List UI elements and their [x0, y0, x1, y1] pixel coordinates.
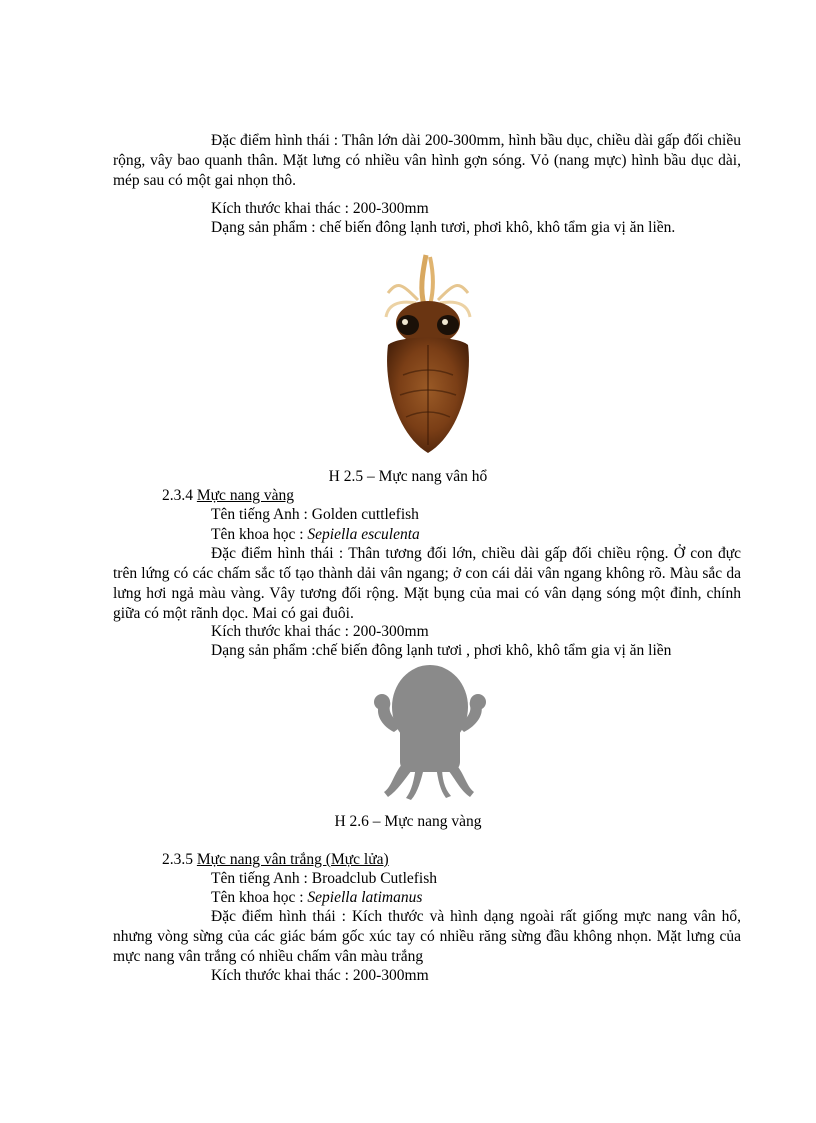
- morphology-paragraph-3: Đặc điểm hình thái : Kích thước và hình dạng ngoài rất giống mực nang vân hổ, nhưng vòng sừng của các giác bám gốc xúc tay có nhiều răng sừng đầu không nhọn. Mặt lưng của mực nang vân trắng có nhiều chấm vân màu trắng: [113, 908, 741, 965]
- cuttlefish-silhouette-vang: [364, 662, 494, 802]
- figure-caption-2-6: H 2.6 – Mực nang vàng: [334, 813, 482, 830]
- harvest-size-3: Kích thước khai thác : 200-300mm: [211, 967, 429, 984]
- cuttlefish-photo-van-ho: [358, 245, 500, 460]
- english-name-line: Tên tiếng Anh : Broadclub Cutlefish: [211, 870, 438, 887]
- scientific-name-line: Tên khoa học : Sepiella latimanus: [211, 889, 423, 906]
- section-heading-2-3-5: 2.3.5 Mực nang vân trắng (Mực lửa): [162, 851, 389, 868]
- product-form-2: Dạng sản phẩm :chế biến đông lạnh tươi , phơi khô, khô tẩm gia vị ăn liền: [211, 642, 672, 659]
- product-form-1: Dạng sản phẩm : chế biến đông lạnh tươi, phơi khô, khô tẩm gia vị ăn liền.: [211, 219, 676, 236]
- english-name-line: Tên tiếng Anh : Golden cuttlefish: [211, 506, 419, 523]
- section-heading-2-3-4: 2.3.4 Mực nang vàng: [162, 487, 294, 504]
- harvest-size-1: Kích thước khai thác : 200-300mm: [211, 200, 429, 217]
- section-title: Mực nang vân trắng (Mực lửa): [196, 851, 389, 868]
- figure-caption-2-5: H 2.5 – Mực nang vân hổ: [328, 468, 488, 485]
- harvest-size-2: Kích thước khai thác : 200-300mm: [211, 623, 429, 640]
- scientific-name-line: Tên khoa học : Sepiella esculenta: [211, 526, 420, 543]
- section-title: Mực nang vàng: [196, 487, 294, 504]
- morphology-paragraph-1: Đặc điểm hình thái : Thân lớn dài 200-300mm, hình bầu dục, chiều dài gấp đối chiều rộng, vây bao quanh thân. Mặt lưng có nhiều vân hình gợn sóng. Vỏ (nang mực) hình bầu dục dài, mép sau có một gai nhọn thô.: [113, 132, 741, 189]
- morphology-paragraph-2: Đặc điểm hình thái : Thân tương đối lớn, chiều dài gấp đối chiều rộng. Ở con đực trên lứng có các chấm sắc tố tạo thành dải vân ngang; ở con cái dải vân ngang không rõ. Màu sắc da lưng hơi ngả màu vàng. Vây tương đối rộng. Mặt bụng của mai có vân dạng sóng một đỉnh, chính giữa có một rãnh dọc. Mai có gai đuôi.: [113, 545, 741, 622]
